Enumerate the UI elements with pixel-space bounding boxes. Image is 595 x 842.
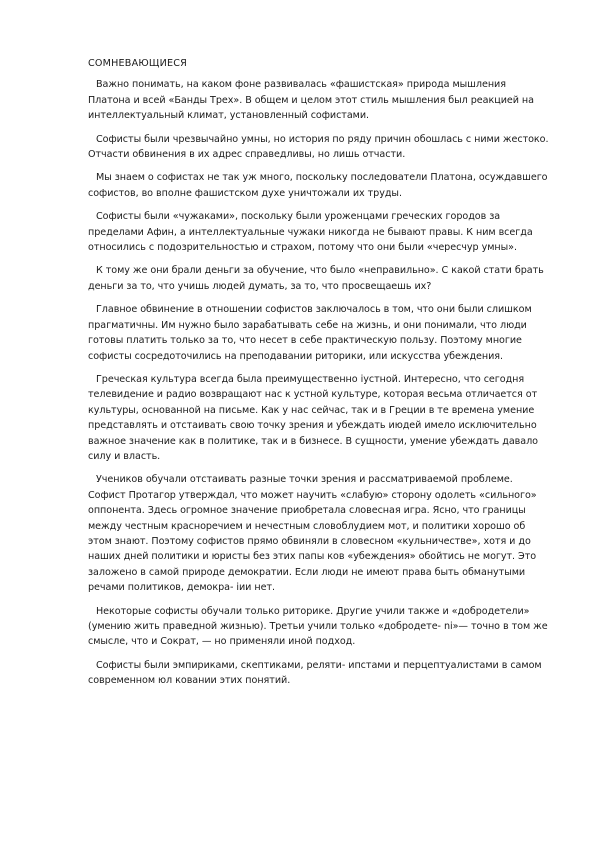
paragraph-2: Софисты были чрезвычайно умны, но история по ряду причин обошлась с ними жестоко. Отчасти обвинения в их адрес справедливы, но лишь отчасти. [88,133,549,161]
document-body [88,56,551,697]
paragraph-7: Греческая культура всегда была преимущественно iустной. Интересно, что сегодня телевидение и радио возвращают нас к устной культуре, которая весьма отличается от культуры, основанной на письме. Как у нас сейчас, так и в Греции в те времена умение представлять и отстаивать свою точку зрения и убеждать июдей имело исключительно важное значение как в политике, так и в бизнесе. В сущности, умение убеждать давало силу и власть. [88,373,538,462]
paragraph-10: Софисты были эмпириками, скептиками, реляти- ипстами и перцептуалистами в самом современном юл ковании этих понятий. [88,659,542,687]
document-title: СОМНЕВАЮЩИЕСЯ [88,58,188,69]
paragraph-6: Главное обвинение в отношении софистов заключалось в том, что они были слишком прагматичны. Им нужно было зарабатывать себе на жизнь, и они понимали, что люди готовы платить только за то, что несет в себе практическую пользу. Поэтому многие софисты сосредоточились на преподавании риторики, или искусства убеждения. [88,304,532,362]
paragraph-4: Софисты были «чужаками», поскольку были уроженцами греческих городов за пределами Афин, а интеллектуальные чужаки никогда не бывают правы. К ним всегда относились с подозрительностью и страхом, потому что они были «чересчур умны». [88,211,533,254]
paragraph-1: Важно понимать, на каком фоне развивалась «фашистская» природа мышления Платона и всей «Банды Трех». В общем и целом этот стиль мышления был реакцией на интеллектуальный климат, установленный софистами. [88,79,534,122]
paragraph-9: Некоторые софисты обучали только риторике. Другие учили также и «добродетели» (умению жить праведной жизнью). Третьи учили только «добродете- ni»— точно в том же смысле, что и Сократ, — но применяли иной подход. [88,605,548,648]
paragraph-3: Мы знаем о софистах не так уж много, поскольку последователи Платона, осуждавшего софистов, во вполне фашистском духе уничтожали их труды. [88,172,548,199]
paragraph-5: К тому же они брали деньги за обучение, что было «неправильно». С какой стати брать деньги за то, что учишь людей думать, за то, что просвещаешь их? [88,265,544,292]
paragraph-8: Учеников обучали отстаивать разные точки зрения и рассматриваемой проблеме. Софист Протагор утверждал, что может научить «слабую» сторону одолеть «сильного» оппонента. Здесь огромное значение приобретала словесная игра. Ясно, что границы между честным красноречием и нечестным словоблудием мот, и политики хорошо об этом знают. Поэтому софистов прямо обвиняли в словесном «кульничестве», хотя и до наших дней политики и юристы без этих папы ков «убеждения» обойтись не могут. Это заложено в самой природе демократии. Если люди не имеют права быть обманутыми речами политиков, демокра- iии нет. [88,474,537,594]
